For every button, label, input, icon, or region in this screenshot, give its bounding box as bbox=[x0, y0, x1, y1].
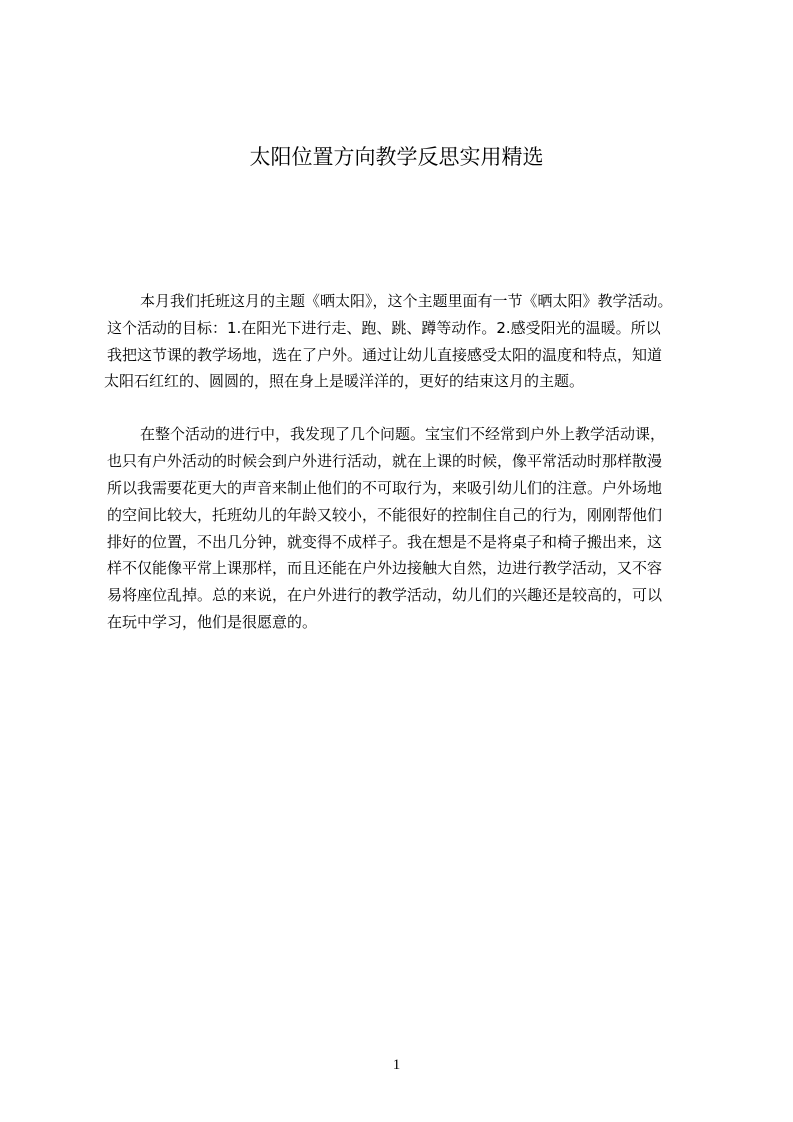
paragraph-line: 所以我需要花更大的声音来制止他们的不可取行为，来吸引幼儿们的注意。户外场地 bbox=[107, 479, 663, 497]
paragraph-line: 排好的位置，不出几分钟，就变得不成样子。我在想是不是将桌子和椅子搬出来，这 bbox=[107, 533, 663, 551]
page-number: 1 bbox=[392, 1057, 401, 1073]
paragraph-line: 样不仅能像平常上课那样，而且还能在户外边接触大自然，边进行教学活动，又不容 bbox=[107, 559, 663, 577]
paragraph-line: 我把这节课的教学场地，选在了户外。通过让幼儿直接感受太阳的温度和特点，知道 bbox=[107, 346, 663, 364]
paragraph-line: 在玩中学习，他们是很愿意的。 bbox=[107, 613, 318, 631]
paragraph-line: 的空间比较大，托班幼儿的年龄又较小，不能很好的控制住自己的行为，刚刚帮他们 bbox=[107, 506, 663, 524]
paragraph-line: 在整个活动的进行中，我发现了几个问题。宝宝们不经常到户外上教学活动课， bbox=[140, 425, 666, 443]
paragraph-line: 太阳石红红的、圆圆的，照在身上是暖洋洋的，更好的结束这月的主题。 bbox=[104, 372, 585, 390]
paragraph-line: 也只有户外活动的时候会到户外进行活动，就在上课的时候，像平常活动时那样散漫 bbox=[107, 452, 663, 470]
paragraph-line: 本月我们托班这月的主题《晒太阳》，这个主题里面有一节《晒太阳》教学活动。 bbox=[140, 292, 673, 310]
document-title: 太阳位置方向教学反思实用精选 bbox=[249, 145, 544, 169]
paragraph-line: 易将座位乱掉。总的来说，在户外进行的教学活动，幼儿们的兴趣还是较高的，可以 bbox=[107, 586, 663, 604]
paragraph-line: 这个活动的目标：1.在阳光下进行走、跑、跳、蹲等动作。2.感受阳光的温暖。所以 bbox=[107, 319, 661, 337]
